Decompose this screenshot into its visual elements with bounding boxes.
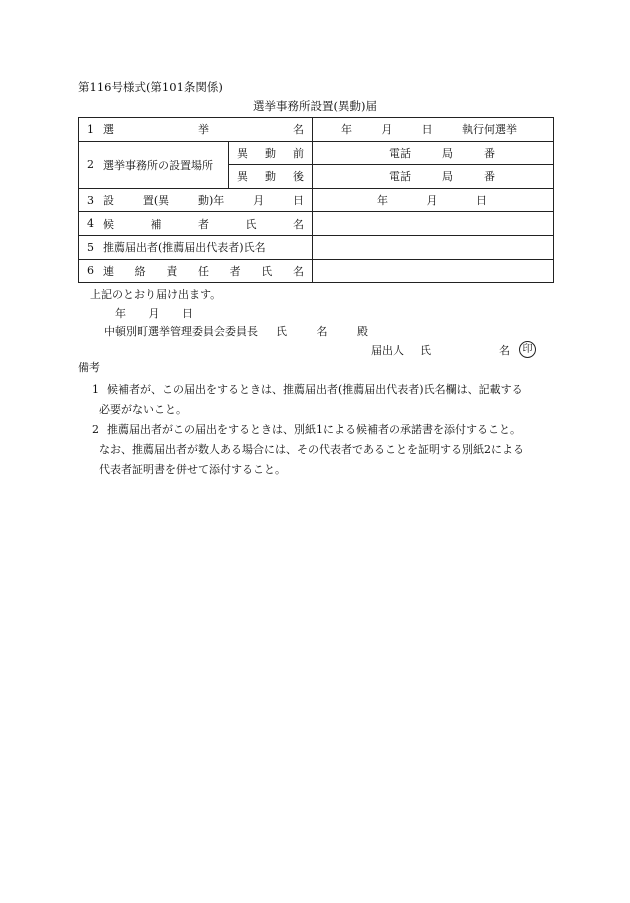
seal-icon: [519, 341, 536, 358]
setup-date-value-cell[interactable]: [313, 188, 554, 212]
candidate-name-value-cell[interactable]: [313, 212, 554, 236]
label-char: 絡: [134, 264, 146, 278]
row-candidate-name: [79, 212, 554, 236]
recommender-name-value-cell[interactable]: [313, 235, 554, 259]
note-item: [92, 420, 524, 440]
form-number: 第116号様式(第101条関係): [78, 80, 223, 94]
label-char: 名: [293, 123, 304, 137]
value-char: 番: [484, 146, 495, 160]
label-char: 者: [229, 264, 241, 278]
row-election: [79, 118, 554, 142]
note-text: 代表者証明書を併せて添付すること。: [99, 463, 286, 476]
label-char: 氏: [245, 217, 257, 231]
addressee-char: 名: [316, 325, 328, 338]
row-label: 推薦届出者(推薦届出代表者)氏名: [103, 241, 266, 255]
value-char: 執行何選挙: [461, 123, 517, 137]
label-char: 名: [293, 217, 304, 231]
value-char: 年: [341, 123, 352, 137]
row-number: 1: [87, 122, 94, 136]
label-char: 補: [150, 217, 162, 231]
office-after-value-cell[interactable]: [313, 165, 554, 189]
submitter-name-field[interactable]: [420, 345, 510, 356]
label-char: 候: [103, 217, 114, 231]
label-char: 設: [103, 194, 114, 208]
note-number: 1: [92, 383, 99, 396]
date-char: 月: [148, 307, 160, 320]
submission-date[interactable]: [115, 308, 193, 319]
note-text: 必要がないこと。: [99, 403, 187, 416]
label-char: 者: [198, 217, 209, 231]
label-char: 動)年: [197, 194, 225, 208]
value-char: 番: [484, 170, 495, 184]
note-number: 2: [92, 423, 99, 436]
value-char: 日: [476, 194, 487, 208]
label-char: 氏: [261, 264, 273, 278]
label-char: 後: [293, 170, 304, 184]
office-before-value-cell[interactable]: [313, 141, 554, 165]
label-char: 動: [265, 146, 276, 160]
addressee-char: 氏: [276, 325, 287, 338]
label-char: 日: [292, 194, 304, 208]
notification-form-table: [78, 117, 554, 283]
label-char: 挙: [198, 123, 209, 137]
value-char: 電話: [389, 146, 411, 160]
row-number: 6: [87, 264, 94, 278]
row-number: 3: [87, 193, 94, 207]
row-recommender-name: [79, 235, 554, 259]
label-char: 動: [265, 170, 276, 184]
label-char: 月: [253, 194, 265, 208]
value-char: 年: [377, 194, 388, 208]
row-label: 選挙事務所の設置場所: [103, 158, 213, 172]
note-text: 候補者が、この届出をするときは、推薦届出者(推薦届出代表者)氏名欄は、記載する: [107, 383, 523, 396]
label-char: 異: [237, 170, 248, 184]
contact-person-value-cell[interactable]: [313, 259, 554, 283]
row-contact-person: [79, 259, 554, 283]
row-number: 4: [87, 217, 94, 231]
label-char: 連: [103, 264, 114, 278]
label-char: 異: [237, 146, 248, 160]
form-title: 選挙事務所設置(異動)届: [253, 99, 377, 113]
notes-heading: 備考: [78, 361, 100, 374]
submission-statement: 上記のとおり届け出ます。: [90, 288, 222, 301]
submitter-label: 届出人: [371, 344, 404, 357]
value-char: 局: [442, 146, 453, 160]
label-char: 前: [293, 146, 304, 160]
label-char: 名: [292, 264, 304, 278]
addressee-char: 殿: [357, 325, 368, 338]
label-char: 置(異: [142, 194, 170, 208]
label-char: 任: [197, 264, 209, 278]
note-item: [92, 380, 524, 400]
addressee-name: [276, 326, 368, 337]
label-char: 選: [103, 123, 114, 137]
addressee: 中頓別町選挙管理委員会委員長: [104, 325, 258, 338]
value-char: 月: [381, 123, 393, 137]
value-char: 局: [442, 170, 453, 184]
election-value-cell[interactable]: [313, 118, 554, 142]
note-text: 推薦届出者がこの届出をするときは、別紙1による候補者の承諾書を添付すること。: [107, 423, 521, 436]
value-char: 月: [426, 194, 438, 208]
row-number: 5: [87, 240, 94, 254]
value-char: 日: [421, 123, 433, 137]
row-setup-date: [79, 188, 554, 212]
date-char: 年: [115, 307, 126, 320]
row-number: 2: [87, 158, 94, 172]
note-text: なお、推薦届出者が数人ある場合には、その代表者であることを証明する別紙2による: [99, 443, 524, 456]
submitter-char: 氏: [420, 344, 431, 357]
value-char: 電話: [389, 170, 411, 184]
seal-label: 印: [522, 343, 533, 355]
submitter-char: 名: [499, 344, 510, 357]
date-char: 日: [182, 307, 193, 320]
label-char: 責: [166, 264, 178, 278]
row-office-before: [79, 141, 554, 165]
notes-list: [92, 380, 524, 480]
